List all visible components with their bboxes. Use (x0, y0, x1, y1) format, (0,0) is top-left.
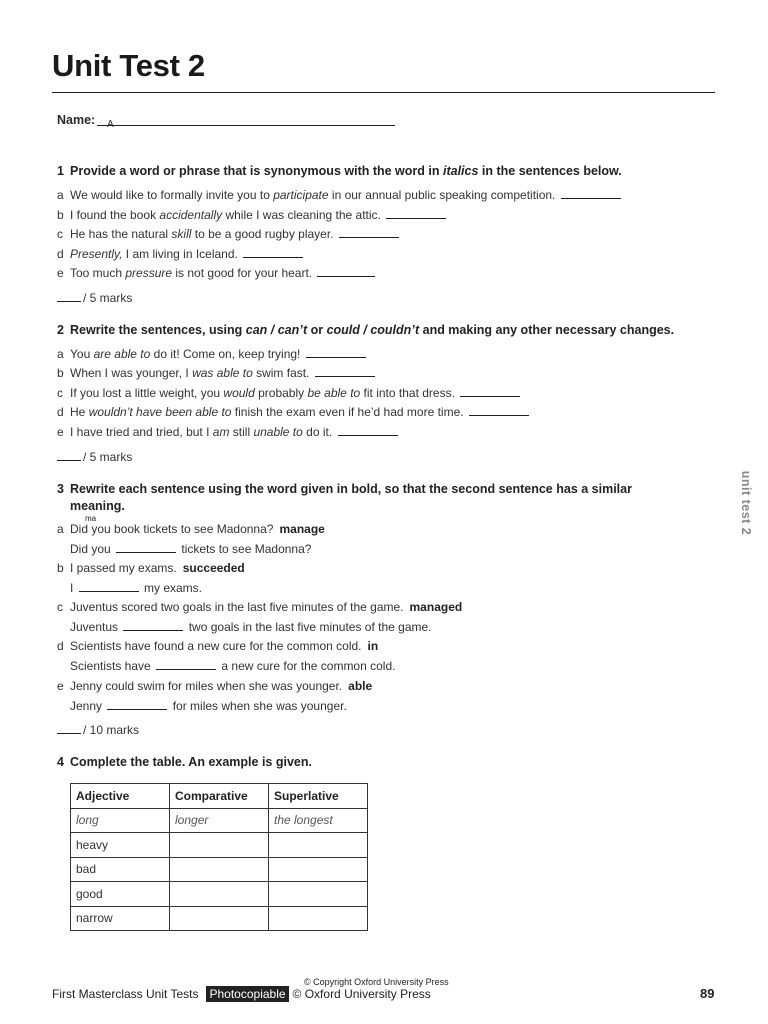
q1-item-b (57, 207, 448, 223)
item-text: my exams. (140, 581, 203, 595)
item-letter: c (57, 600, 63, 614)
heading-italic: could / couldn’t (326, 323, 420, 337)
item-letter: d (57, 247, 64, 261)
item-italic: unable to (253, 425, 303, 439)
table-cell: good (71, 882, 170, 907)
title-divider (52, 92, 715, 93)
item-text: while I was cleaning the attic. (222, 208, 381, 222)
item-text: Jenny (70, 699, 106, 713)
question-number: 3 (57, 482, 64, 496)
footer-publisher: © Oxford University Press (292, 987, 431, 1001)
marks-text: / 5 marks (83, 450, 133, 464)
q3-item-e (57, 678, 372, 694)
q3-item-b-rewrite (70, 580, 202, 596)
table-row-example (71, 808, 368, 833)
answer-cell[interactable] (170, 857, 269, 882)
table-header-row (71, 784, 368, 809)
question-4-heading (57, 754, 312, 771)
q1-item-a (57, 187, 623, 203)
heading-text: , so that the second sentence has a similar (377, 482, 632, 496)
photocopiable-badge: Photocopiable (206, 986, 288, 1002)
item-letter: a (57, 522, 64, 536)
q3-item-e-rewrite (70, 698, 347, 714)
q3-item-d (57, 638, 378, 654)
q2-item-d (57, 404, 531, 420)
item-italic: would (223, 386, 255, 400)
item-letter: b (57, 561, 64, 575)
item-text: in our annual public speaking competition. (328, 188, 556, 202)
question-number: 4 (57, 755, 64, 769)
answer-blank[interactable] (339, 237, 399, 238)
item-text: He has the natural (70, 227, 172, 241)
name-field-line[interactable] (97, 125, 395, 126)
score-blank[interactable] (57, 301, 81, 302)
name-handwritten-mark: A (107, 119, 114, 130)
q3-item-c-rewrite (70, 619, 432, 635)
name-label: Name: (57, 113, 96, 127)
item-letter: a (57, 347, 64, 361)
q3-item-d-rewrite (70, 658, 395, 674)
table-cell: the longest (269, 808, 368, 833)
item-letter: e (57, 425, 64, 439)
item-text: When I was younger, I (70, 366, 193, 380)
answer-blank[interactable] (79, 591, 139, 592)
page-footer (52, 987, 431, 1001)
footer-title: First Masterclass Unit Tests (52, 987, 199, 1001)
answer-blank[interactable] (386, 218, 446, 219)
keyword: managed (409, 600, 463, 614)
item-letter: b (57, 208, 64, 222)
heading-text: meaning. (70, 499, 125, 513)
heading-text: Provide a word or phrase that is synonymous with the word in (70, 164, 443, 178)
heading-italic: can / can’t (245, 323, 308, 337)
item-text: a new cure for the common cold. (218, 659, 396, 673)
answer-blank[interactable] (469, 415, 529, 416)
keyword: manage (279, 522, 325, 536)
item-text: Jenny could swim for miles when she was younger. (70, 679, 343, 693)
heading-text: Rewrite the sentences, using (70, 323, 246, 337)
page-number: 89 (700, 986, 715, 1001)
question-1-heading (57, 163, 622, 180)
q1-item-c (57, 226, 401, 242)
item-text: for miles when she was younger. (169, 699, 347, 713)
item-text: He (70, 405, 89, 419)
item-italic: are able to (93, 347, 151, 361)
score-blank[interactable] (57, 733, 81, 734)
q2-item-b (57, 365, 377, 381)
answer-cell[interactable] (170, 833, 269, 858)
item-text: tickets to see Madonna? (178, 542, 312, 556)
q3-item-b (57, 560, 245, 576)
q3-item-a (57, 521, 325, 537)
heading-text: Complete the table. An example is given. (70, 755, 312, 769)
item-text: I passed my exams. (70, 561, 177, 575)
q2-item-a (57, 346, 368, 362)
q1-item-d (57, 246, 305, 262)
item-text: do it. (302, 425, 333, 439)
table-row (71, 882, 368, 907)
page-title: Unit Test 2 (52, 48, 205, 83)
heading-text: or (307, 323, 327, 337)
item-text: to be a good rugby player. (191, 227, 334, 241)
answer-blank[interactable] (315, 376, 375, 377)
item-letter: d (57, 639, 64, 653)
answer-cell[interactable] (269, 882, 368, 907)
q3-item-c (57, 599, 462, 615)
answer-blank[interactable] (116, 552, 176, 553)
question-2-heading (57, 322, 674, 339)
score-blank[interactable] (57, 460, 81, 461)
q1-marks (57, 290, 132, 306)
answer-cell[interactable] (170, 906, 269, 931)
q3-marks (57, 722, 139, 738)
item-italic: wouldn’t have been able to (88, 405, 232, 419)
table-cell: bad (71, 857, 170, 882)
item-letter: c (57, 386, 63, 400)
item-italic: am (212, 425, 230, 439)
item-text: I have tried and tried, but I (70, 425, 213, 439)
item-italic: was able to (192, 366, 253, 380)
item-text: Juventus scored two goals in the last five minutes of the game. (70, 600, 404, 614)
item-text: I am living in Iceland. (122, 247, 238, 261)
table-cell: long (71, 808, 170, 833)
item-italic: be able to (307, 386, 361, 400)
item-italic: Presently, (70, 247, 123, 261)
item-text: do it! Come on, keep trying! (150, 347, 301, 361)
item-text: You (70, 347, 94, 361)
column-header: Comparative (170, 784, 269, 809)
heading-text: and making any other necessary changes. (419, 323, 675, 337)
table-row (71, 833, 368, 858)
keyword: in (367, 639, 379, 653)
keyword: succeeded (182, 561, 245, 575)
heading-text: Rewrite each sentence using the word given in (70, 482, 352, 496)
item-italic: skill (171, 227, 192, 241)
item-text: If you lost a little weight, you (70, 386, 224, 400)
answer-blank[interactable] (243, 257, 303, 258)
item-letter: a (57, 188, 64, 202)
keyword: able (348, 679, 373, 693)
item-letter: b (57, 366, 64, 380)
item-text: We would like to formally invite you to (70, 188, 274, 202)
answer-cell[interactable] (170, 882, 269, 907)
item-text: Did you book tickets to see Madonna? (70, 522, 274, 536)
item-text: I found the book (70, 208, 160, 222)
answer-blank[interactable] (460, 396, 520, 397)
item-italic: participate (273, 188, 329, 202)
table-cell: narrow (71, 906, 170, 931)
item-text: fit into that dress. (360, 386, 455, 400)
q2-item-e (57, 424, 400, 440)
question-number: 1 (57, 164, 64, 178)
answer-blank[interactable] (156, 669, 216, 670)
table-cell: heavy (71, 833, 170, 858)
answer-cell[interactable] (269, 906, 368, 931)
table-cell: longer (170, 808, 269, 833)
question-number: 2 (57, 323, 64, 337)
q2-item-c (57, 385, 522, 401)
item-text: Scientists have found a new cure for the common cold. (70, 639, 362, 653)
item-letter: d (57, 405, 64, 419)
handwritten-annotation: ma (85, 514, 97, 523)
item-text: two goals in the last five minutes of the game. (185, 620, 432, 634)
item-letter: e (57, 679, 64, 693)
item-text: Too much (70, 266, 126, 280)
item-text: Did you (70, 542, 115, 556)
marks-text: / 5 marks (83, 291, 133, 305)
item-text: probably (254, 386, 308, 400)
item-italic: pressure (125, 266, 173, 280)
answer-blank[interactable] (561, 198, 621, 199)
item-text: is not good for your heart. (172, 266, 313, 280)
table-row (71, 857, 368, 882)
item-letter: c (57, 227, 63, 241)
answer-blank[interactable] (338, 435, 398, 436)
q2-marks (57, 449, 132, 465)
comparison-table (70, 783, 368, 931)
table-row (71, 906, 368, 931)
answer-cell[interactable] (269, 833, 368, 858)
marks-text: / 10 marks (83, 723, 140, 737)
item-text: Juventus (70, 620, 122, 634)
item-italic: accidentally (159, 208, 223, 222)
item-text: Scientists have (70, 659, 155, 673)
q3-item-a-rewrite (70, 541, 311, 557)
item-text: swim fast. (252, 366, 310, 380)
copyright-notice: © Copyright Oxford University Press (304, 977, 449, 987)
heading-italic: italics (442, 164, 479, 178)
item-letter: e (57, 266, 64, 280)
column-header: Superlative (269, 784, 368, 809)
item-text: still (229, 425, 254, 439)
q1-item-e (57, 265, 377, 281)
answer-blank[interactable] (306, 357, 366, 358)
answer-blank[interactable] (317, 276, 375, 277)
heading-text: in the sentences below. (478, 164, 622, 178)
answer-blank[interactable] (107, 709, 167, 710)
side-tab-label: unit test 2 (739, 470, 753, 536)
answer-blank[interactable] (123, 630, 183, 631)
heading-bold: bold (351, 482, 378, 496)
answer-cell[interactable] (269, 857, 368, 882)
question-3-heading (57, 481, 632, 515)
item-text: finish the exam even if he’d had more time. (231, 405, 464, 419)
column-header: Adjective (71, 784, 170, 809)
item-text: I (70, 581, 77, 595)
